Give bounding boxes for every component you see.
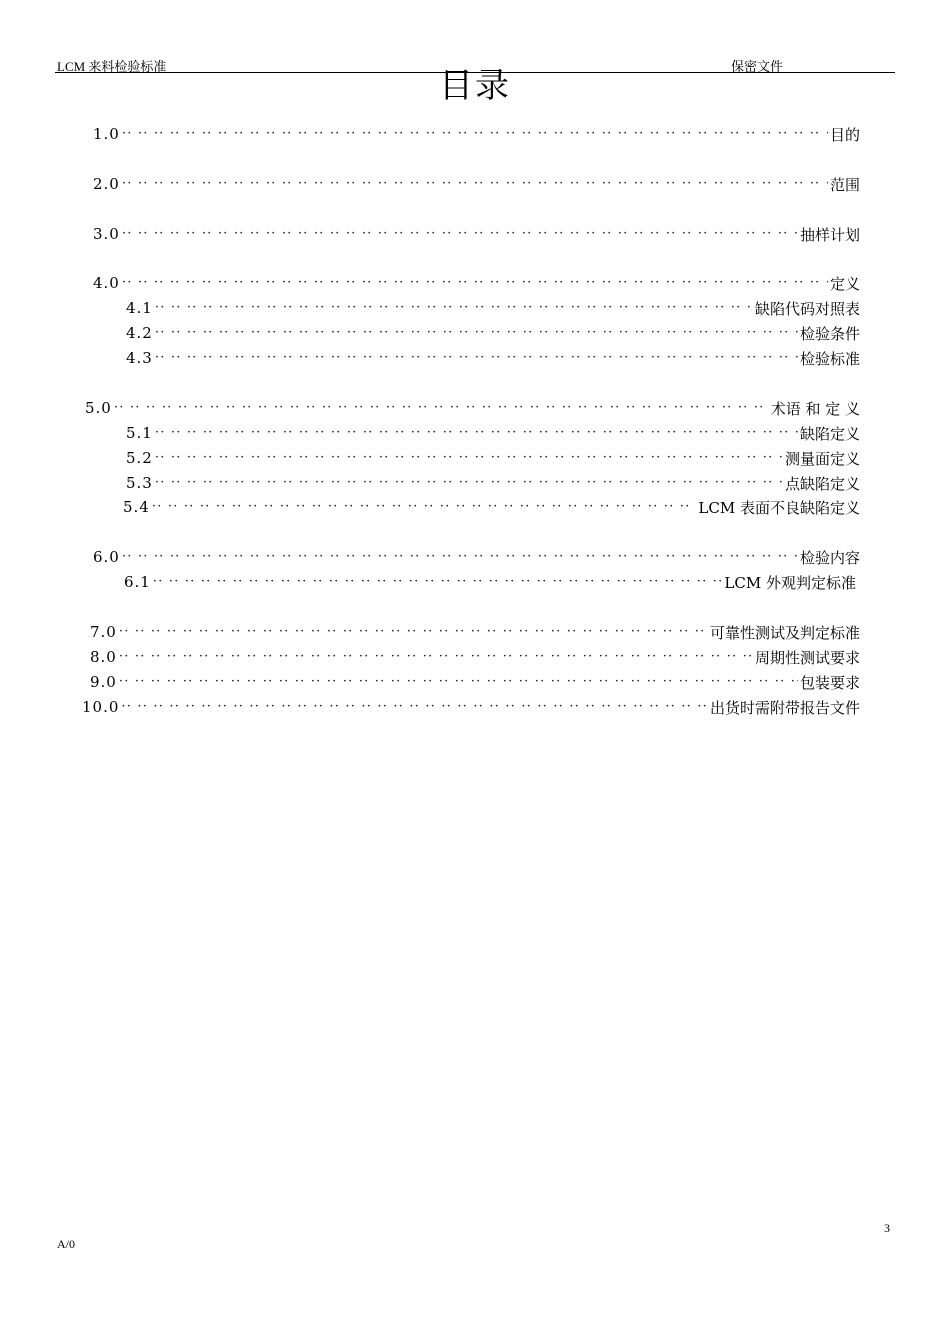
toc-label: 点缺陷定义 — [784, 474, 860, 493]
toc-number: 4.0 — [93, 274, 120, 292]
toc-leader-dots — [119, 622, 708, 642]
toc-label: 范围 — [829, 175, 860, 194]
header-confidential-label: 保密文件 — [731, 59, 784, 74]
toc-entry-4-0[interactable] — [93, 273, 860, 293]
toc-label: 测量面定义 — [784, 449, 860, 468]
toc-label: 缺陷代码对照表 — [754, 299, 860, 318]
toc-label: 术语 和 定 义 — [770, 399, 860, 418]
toc-leader-dots — [119, 672, 798, 692]
toc-leader-dots — [119, 647, 753, 667]
toc-label: 缺陷定义 — [799, 424, 860, 443]
header-doc-title: LCM 来料检验标准 — [57, 59, 167, 74]
toc-number: 5.1 — [126, 424, 153, 442]
toc-entry-10-0[interactable] — [82, 697, 860, 717]
toc-number: 1.0 — [93, 125, 120, 143]
toc-number: 6.1 — [124, 573, 151, 591]
revision-label: A/0 — [57, 1237, 75, 1251]
toc-number: 7.0 — [90, 623, 117, 641]
toc-entry-4-1[interactable] — [126, 298, 860, 318]
toc-entry-4-2[interactable] — [126, 323, 860, 343]
toc-leader-dots — [122, 547, 798, 567]
toc-entry-5-0[interactable] — [85, 398, 860, 418]
toc-leader-dots — [121, 697, 708, 717]
toc-number: 4.1 — [126, 299, 153, 317]
toc-leader-dots — [122, 273, 828, 293]
toc-entry-2-0[interactable] — [93, 174, 860, 194]
toc-number: 5.2 — [126, 449, 153, 467]
toc-number: 4.3 — [126, 349, 153, 367]
toc-leader-dots — [122, 124, 828, 144]
toc-leader-dots — [122, 224, 798, 244]
toc-label: 抽样计划 — [799, 225, 860, 244]
page-title: 目录 — [439, 66, 511, 106]
toc-label: 出货时需附带报告文件 — [709, 698, 860, 717]
toc-entry-5-4[interactable] — [123, 497, 860, 517]
toc-label: LCM 表面不良缺陷定义 — [698, 498, 860, 517]
toc-entry-5-1[interactable] — [126, 423, 860, 443]
toc-leader-dots — [155, 348, 798, 368]
toc-label: 包装要求 — [799, 673, 860, 692]
toc-entry-1-0[interactable] — [93, 124, 860, 144]
toc-label: LCM 外观判定标准 — [724, 573, 856, 592]
toc-leader-dots — [152, 497, 697, 517]
toc-leader-dots — [155, 473, 783, 493]
toc-number: 9.0 — [90, 673, 117, 691]
toc-number: 5.0 — [85, 399, 112, 417]
toc-label: 检验标准 — [799, 349, 860, 368]
toc-entry-4-3[interactable] — [126, 348, 860, 368]
toc-entry-9-0[interactable] — [90, 672, 860, 692]
toc-entry-6-1[interactable] — [124, 572, 856, 592]
toc-leader-dots — [155, 423, 798, 443]
toc-number: 5.3 — [126, 474, 153, 492]
toc-entry-5-3[interactable] — [126, 473, 860, 493]
toc-number: 3.0 — [93, 225, 120, 243]
toc-leader-dots — [155, 323, 798, 343]
toc-number: 4.2 — [126, 324, 153, 342]
toc-number: 10.0 — [82, 698, 120, 716]
toc-label: 检验条件 — [799, 324, 860, 343]
toc-entry-5-2[interactable] — [126, 448, 860, 468]
toc-label: 可靠性测试及判定标准 — [709, 623, 860, 642]
toc-leader-dots — [122, 174, 828, 194]
toc-leader-dots — [155, 448, 783, 468]
toc-label: 周期性测试要求 — [754, 648, 860, 667]
toc-number: 6.0 — [93, 548, 120, 566]
toc-label: 定义 — [829, 274, 860, 293]
toc-entry-7-0[interactable] — [90, 622, 860, 642]
toc-leader-dots — [155, 298, 753, 318]
toc-leader-dots — [114, 398, 769, 418]
toc-leader-dots — [153, 572, 723, 592]
page-number: 3 — [884, 1221, 890, 1235]
toc-entry-6-0[interactable] — [93, 547, 860, 567]
toc-label: 检验内容 — [799, 548, 860, 567]
toc-label: 目的 — [829, 125, 860, 144]
toc-entry-8-0[interactable] — [90, 647, 860, 667]
toc-entry-3-0[interactable] — [93, 224, 860, 244]
toc-number: 8.0 — [90, 648, 117, 666]
toc-number: 2.0 — [93, 175, 120, 193]
toc-number: 5.4 — [123, 498, 150, 516]
